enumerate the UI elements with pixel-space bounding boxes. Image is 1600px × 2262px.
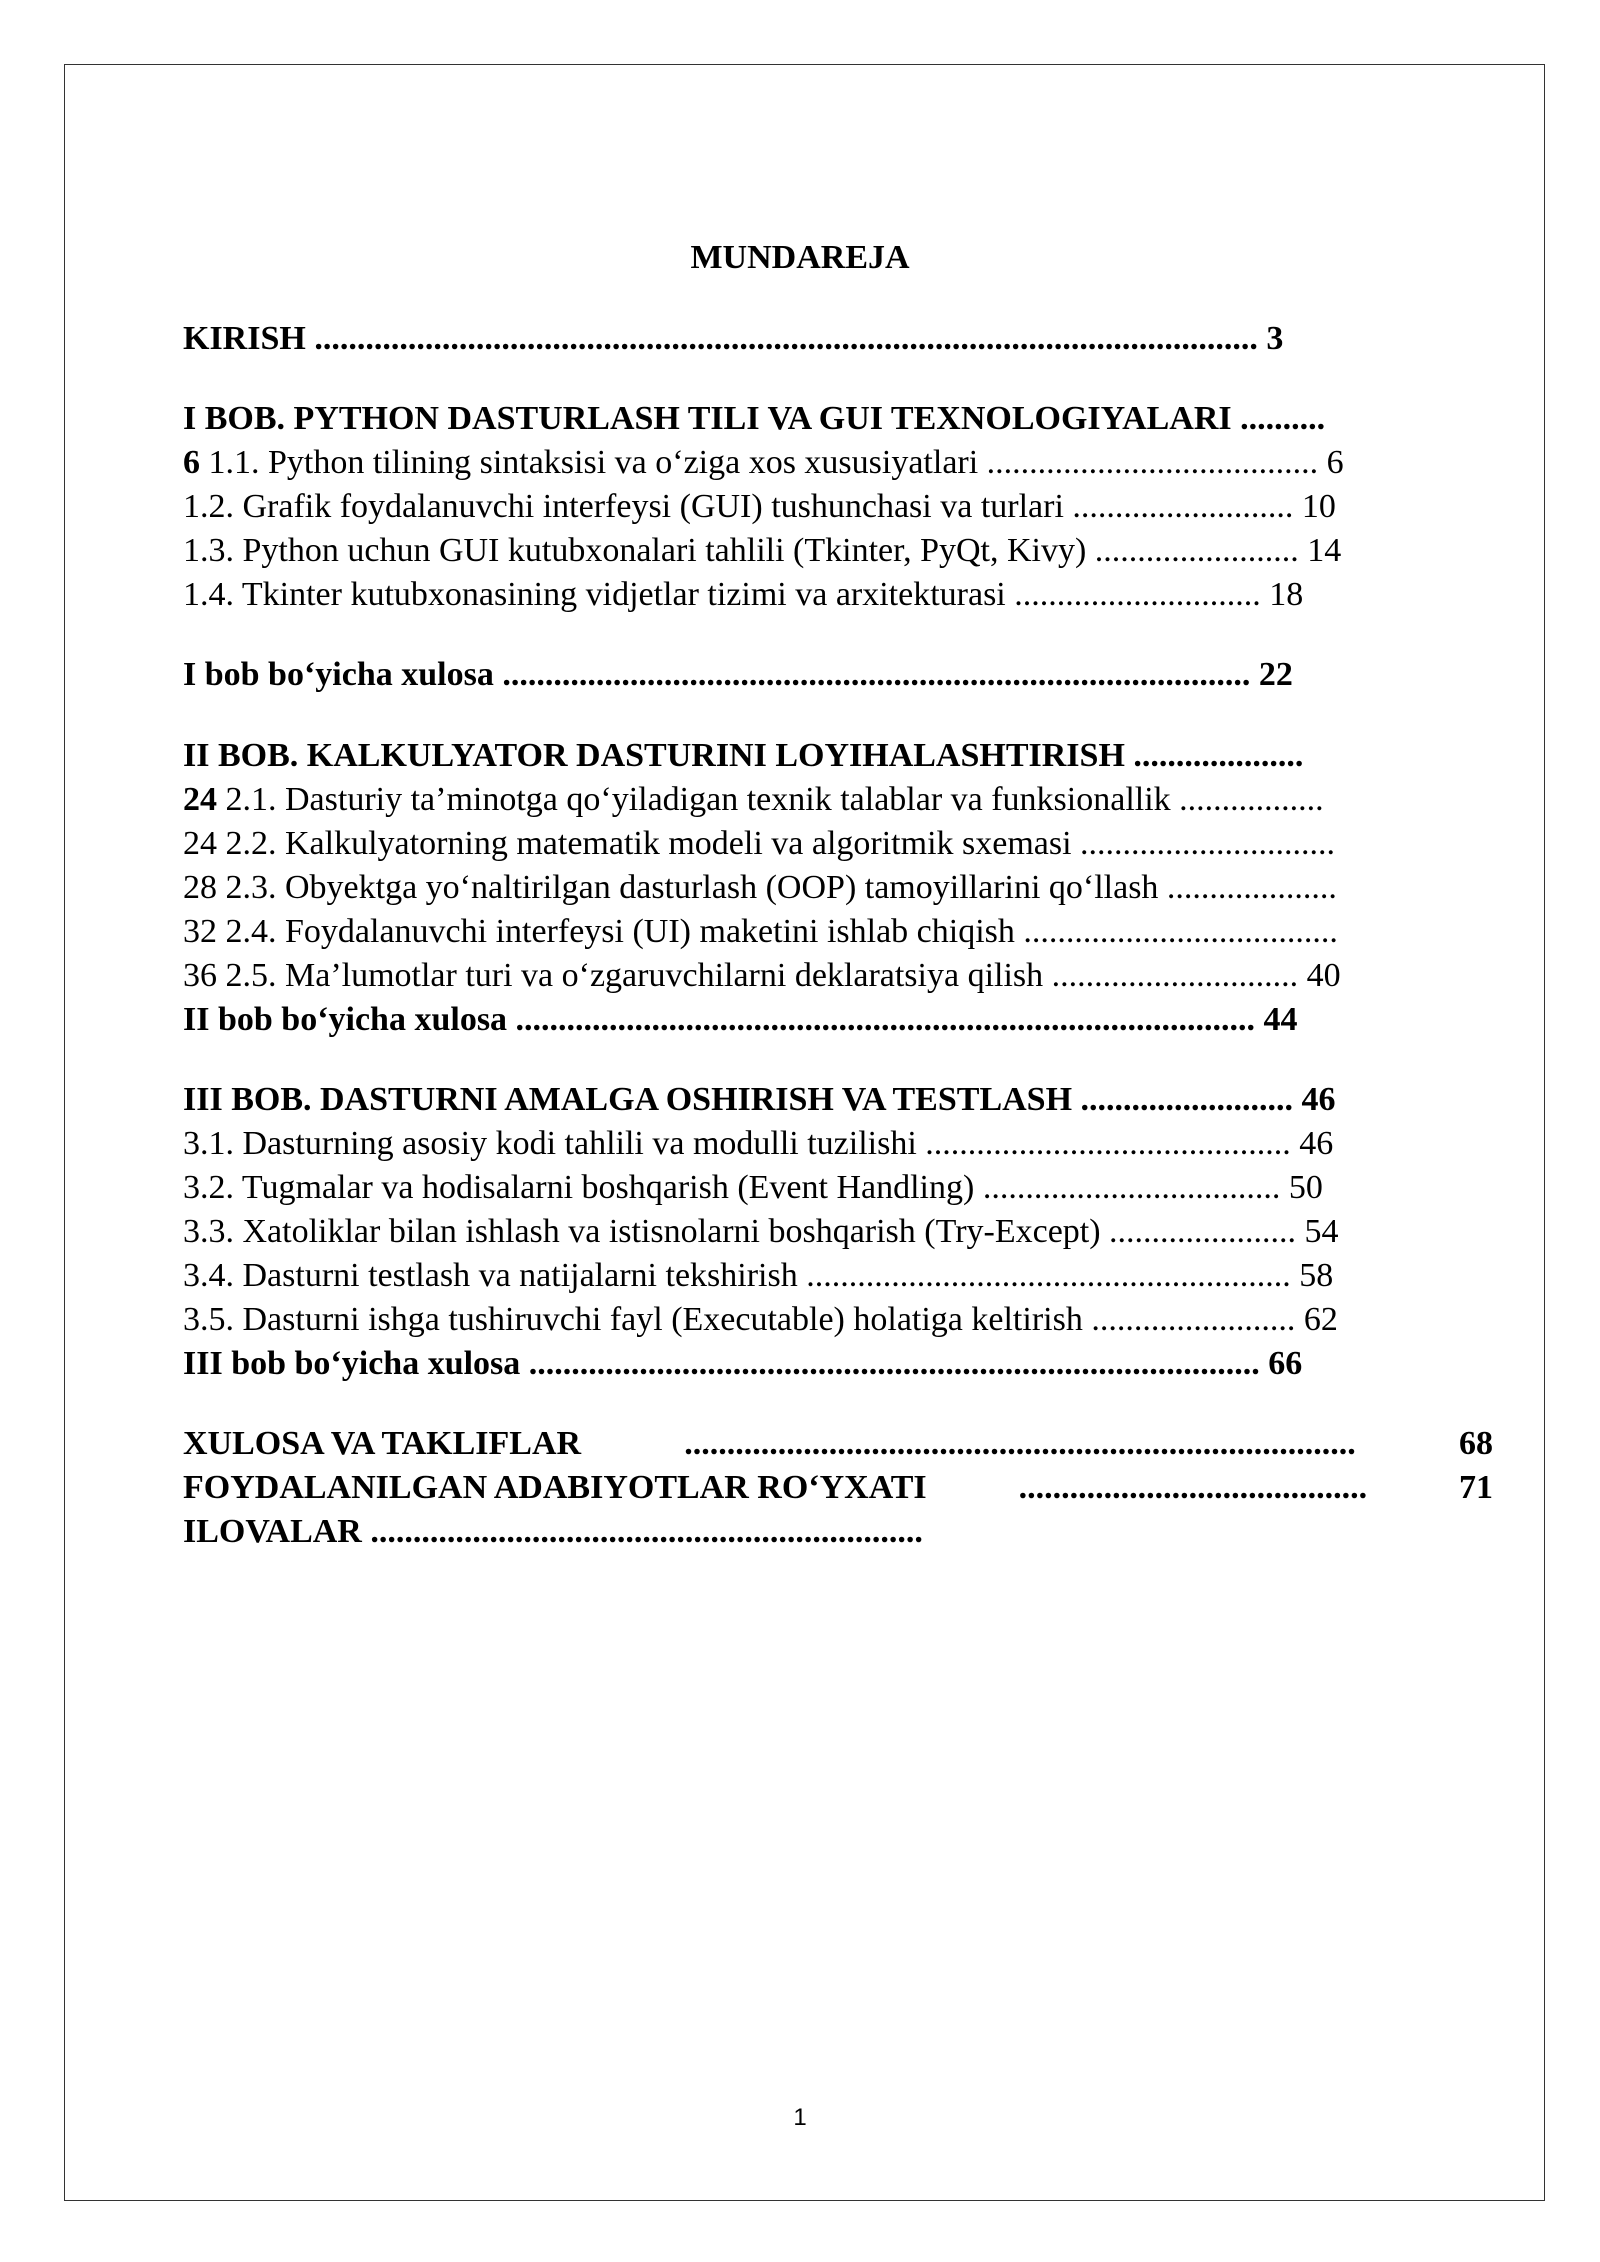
toc-entry-3-1: 3.1. Dasturning asosiy kodi tahlili va modulli tuzilishi ........................................... 46 <box>183 1125 1334 1162</box>
toc-entry-ilovalar: ILOVALAR ................................................................. <box>183 1513 923 1550</box>
toc-entry-1-2: 1.2. Grafik foydalanuvchi interfeysi (GUI) tushunchasi va turlari .......................... 10 <box>183 488 1336 525</box>
toc-entry-adabiyotlar-page: 71 <box>1459 1469 1493 1506</box>
toc-chapter-1-summary: I bob bo‘yicha xulosa ........................................................................................ 22 <box>183 656 1293 693</box>
toc-entry-adabiyotlar-label: FOYDALANILGAN ADABIYOTLAR RO‘YXATI <box>183 1469 927 1506</box>
toc-chapter-1-heading: I BOB. PYTHON DASTURLASH TILI VA GUI TEXNOLOGIYALARI .......... <box>183 400 1326 437</box>
toc-entry-2-4: 32 2.4. Foydalanuvchi interfeysi (UI) maketini ishlab chiqish ..................................... <box>183 913 1338 950</box>
toc-entry-adabiyotlar <box>183 1466 1493 1510</box>
toc-entry-3-2: 3.2. Tugmalar va hodisalarni boshqarish (Event Handling) ................................... 50 <box>183 1169 1323 1206</box>
toc-entry-xulosa <box>183 1422 1493 1466</box>
toc-entry-2-5: 36 2.5. Ma’lumotlar turi va o‘zgaruvchilarni deklaratsiya qilish ............................. 40 <box>183 957 1341 994</box>
toc-entry-xulosa-label: XULOSA VA TAKLIFLAR <box>183 1425 582 1462</box>
toc-entry-3-3: 3.3. Xatoliklar bilan ishlash va istisnolarni boshqarish (Try-Except) ...................... 54 <box>183 1213 1339 1250</box>
toc-chapter-3-summary: III bob bo‘yicha xulosa ...................................................................................... 66 <box>183 1345 1303 1382</box>
toc-entry-3-5: 3.5. Dasturni ishga tushiruvchi fayl (Executable) holatiga keltirish ........................ 62 <box>183 1301 1338 1338</box>
toc-chapter-3-heading: III BOB. DASTURNI AMALGA OSHIRISH VA TESTLASH ......................... 46 <box>183 1081 1336 1118</box>
toc-entry-1-4: 1.4. Tkinter kutubxonasining vidjetlar tizimi va arxitekturasi ............................. 18 <box>183 576 1304 613</box>
toc-entry-1-1-text: 1.1. Python tilining sintaksisi va o‘ziga xos xususiyatlari ....................................... 6 <box>200 444 1344 481</box>
toc-entry-1-1 <box>183 441 1344 485</box>
toc-chapter-2-heading: II BOB. KALKULYATOR DASTURINI LOYIHALASHTIRISH .................... <box>183 737 1304 774</box>
toc-entry-xulosa-page: 68 <box>1459 1425 1493 1462</box>
document-title: MUNDAREJA <box>690 239 910 276</box>
toc-entry-3-4: 3.4. Dasturni testlash va natijalarni tekshirish ......................................................... 58 <box>183 1257 1334 1294</box>
toc-entry-2-1-lead: 24 <box>183 781 217 818</box>
toc-entry-2-2: 24 2.2. Kalkulyatorning matematik modeli va algoritmik sxemasi .............................. <box>183 825 1336 862</box>
toc-entry-adabiyotlar-dots: ......................................... <box>1018 1469 1368 1506</box>
toc-entry-2-1 <box>183 778 1324 822</box>
page-number: 1 <box>793 2104 807 2131</box>
toc-entry-kirish: KIRISH ............................................................................................................... 3 <box>183 320 1284 357</box>
toc-entry-xulosa-dots: ............................................................................... <box>684 1425 1356 1462</box>
toc-chapter-2-summary: II bob bo‘yicha xulosa ....................................................................................... 44 <box>183 1001 1298 1038</box>
toc-entry-2-1-text: 2.1. Dasturiy ta’minotga qo‘yiladigan texnik talablar va funksionallik ................. <box>217 781 1324 818</box>
toc-entry-1-3: 1.3. Python uchun GUI kutubxonalari tahlili (Tkinter, PyQt, Kivy) ........................ 14 <box>183 532 1342 569</box>
toc-entry-2-3: 28 2.3. Obyektga yo‘naltirilgan dasturlash (OOP) tamoyillarini qo‘llash .................... <box>183 869 1337 906</box>
toc-entry-1-1-lead: 6 <box>183 444 200 481</box>
